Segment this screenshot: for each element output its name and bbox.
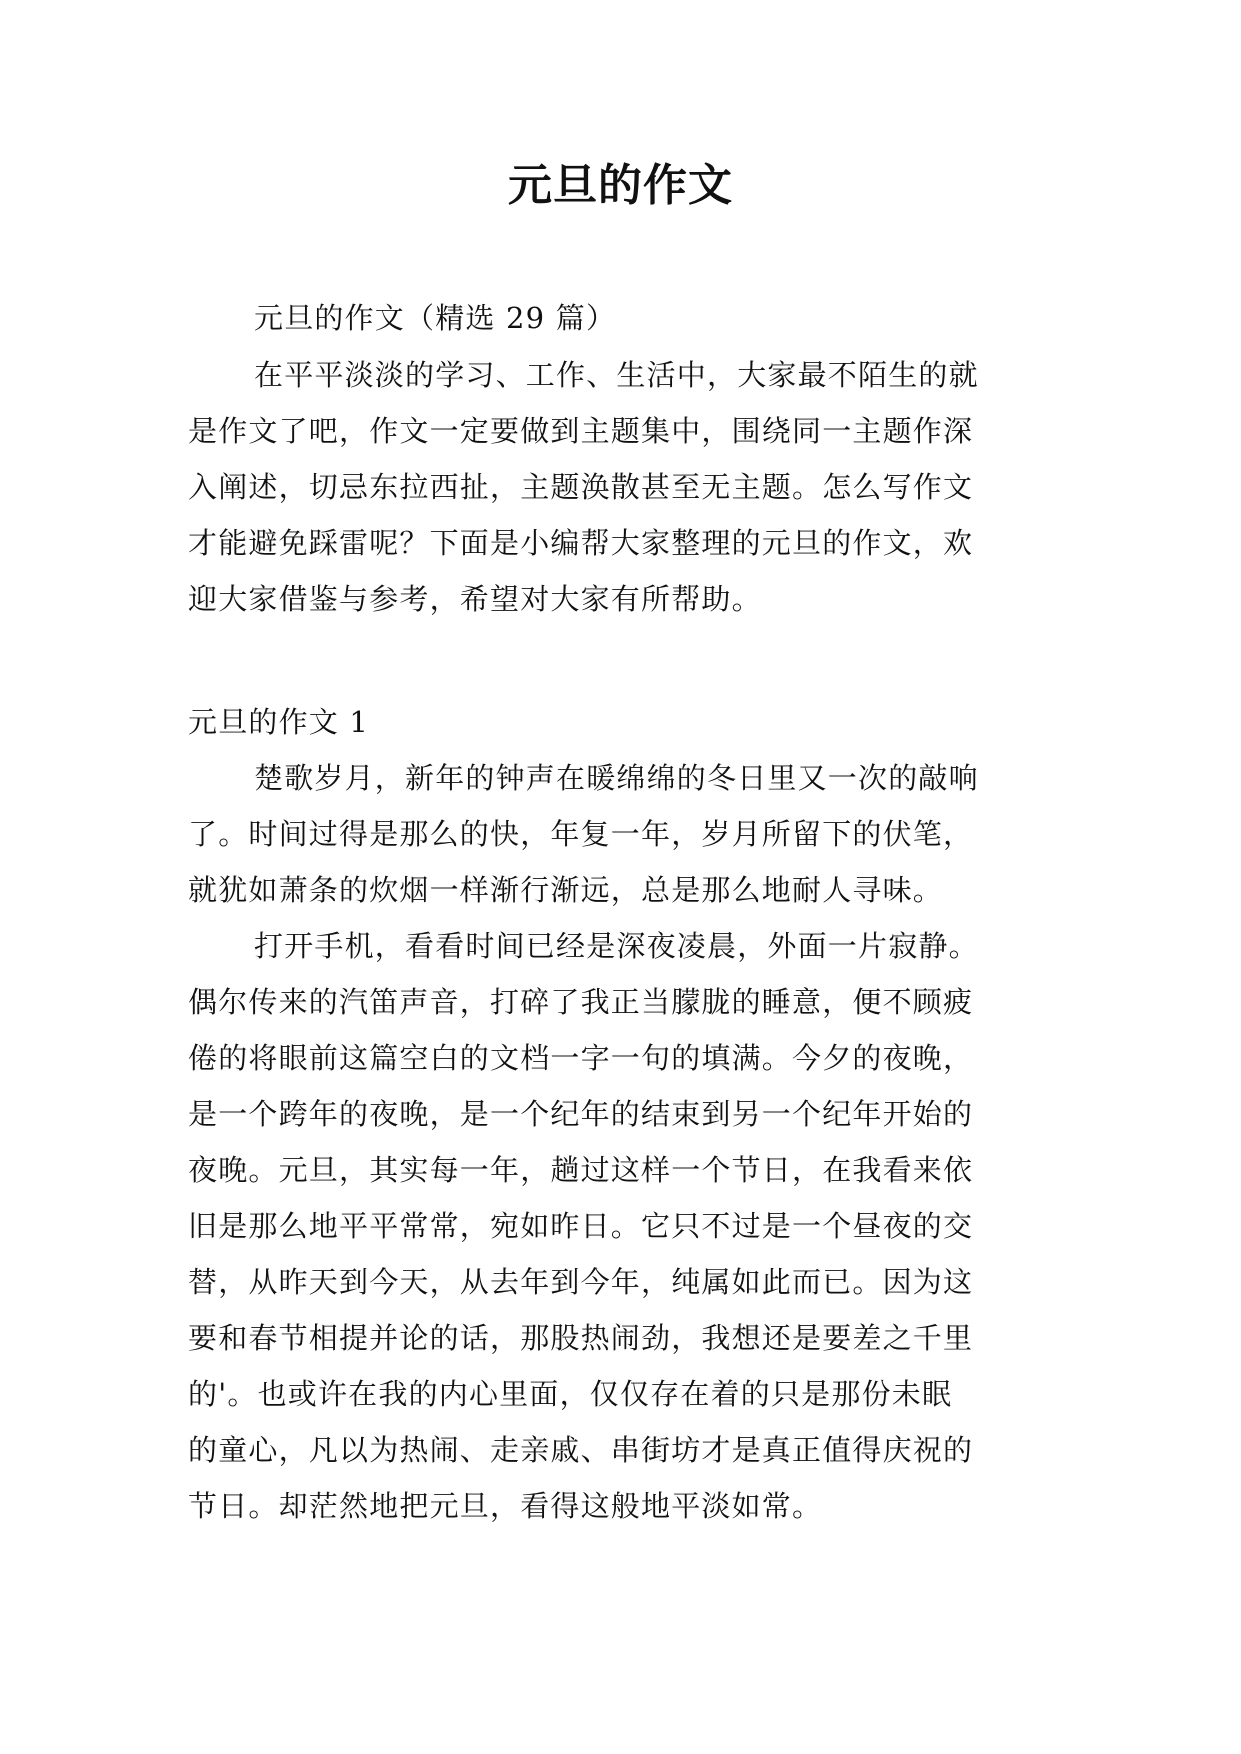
paragraph-line: 要和春节相提并论的话，那股热闹劲，我想还是要差之千里 — [188, 1321, 974, 1355]
paragraph-line: 倦的将眼前这篇空白的文档一字一句的填满。今夕的夜晚， — [188, 1041, 974, 1075]
paragraph-line: 的童心，凡以为热闹、走亲戚、串街坊才是真正值得庆祝的 — [188, 1433, 974, 1467]
paragraph-line: 楚歌岁月，新年的钟声在暖绵绵的冬日里又一次的敲响 — [254, 761, 979, 795]
intro-line: 才能避免踩雷呢？下面是小编帮大家整理的元旦的作文，欢 — [188, 526, 974, 560]
paragraph-line: 节日。却茫然地把元旦，看得这般地平淡如常。 — [188, 1489, 823, 1523]
document-subtitle: 元旦的作文（精选 29 篇） — [254, 301, 617, 335]
paragraph-line: 的'。也或许在我的内心里面，仅仅存在着的只是那份未眠 — [188, 1377, 953, 1411]
intro-line: 在平平淡淡的学习、工作、生活中，大家最不陌生的就 — [254, 358, 979, 392]
paragraph-line: 夜晚。元旦，其实每一年，趟过这样一个节日，在我看来依 — [188, 1153, 974, 1187]
paragraph-line: 了。时间过得是那么的快，年复一年，岁月所留下的伏笔， — [188, 817, 974, 851]
intro-line: 迎大家借鉴与参考，希望对大家有所帮助。 — [188, 582, 762, 616]
paragraph-line: 打开手机，看看时间已经是深夜凌晨，外面一片寂静。 — [254, 929, 979, 963]
intro-line: 入阐述，切忌东拉西扯，主题涣散甚至无主题。怎么写作文 — [188, 470, 974, 504]
paragraph-line: 就犹如萧条的炊烟一样渐行渐远，总是那么地耐人寻味。 — [188, 873, 944, 907]
paragraph-line: 替，从昨天到今天，从去年到今年，纯属如此而已。因为这 — [188, 1265, 974, 1299]
document-title: 元旦的作文 — [508, 160, 733, 211]
section-heading: 元旦的作文 1 — [188, 705, 370, 739]
paragraph-line: 偶尔传来的汽笛声音，打碎了我正当朦胧的睡意，便不顾疲 — [188, 985, 974, 1019]
paragraph-line: 是一个跨年的夜晚，是一个纪年的结束到另一个纪年开始的 — [188, 1097, 974, 1131]
intro-line: 是作文了吧，作文一定要做到主题集中，围绕同一主题作深 — [188, 414, 974, 448]
paragraph-line: 旧是那么地平平常常，宛如昨日。它只不过是一个昼夜的交 — [188, 1209, 974, 1243]
